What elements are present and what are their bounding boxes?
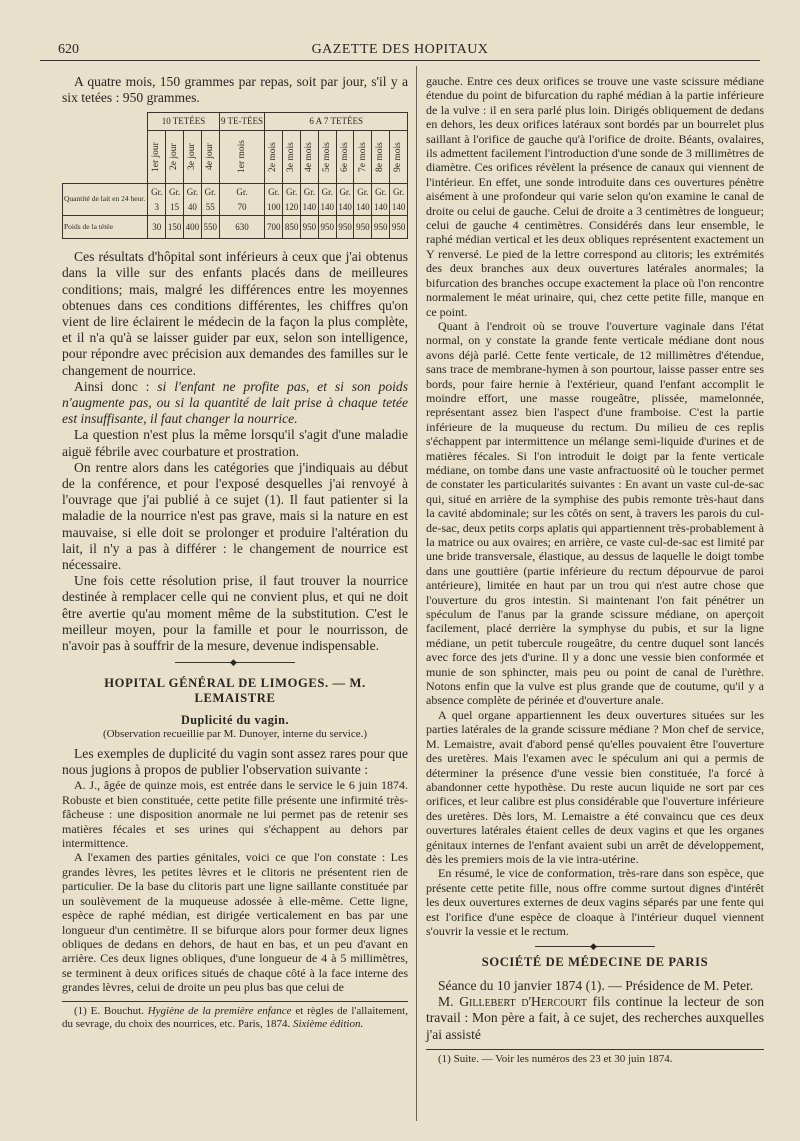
text-run: fils continue la lecteur de son travail : Mon père a fait, à ce sujet, des recherches auxquelles j'ai assisté (426, 994, 764, 1042)
table-cell-unit: Gr. (186, 187, 199, 197)
table-column-header-text: 4e jour (204, 143, 215, 171)
table-cell-unit: Gr. (303, 187, 316, 197)
table-row-label: Poids de la tétée (63, 216, 148, 239)
text-run: et règles de l'allaitement, du sevrage, du choix des nourrices, etc. Paris, 1874. (62, 1004, 408, 1030)
table-column-header (301, 131, 319, 184)
table-cell: 630 (219, 216, 265, 239)
table-column-header-text: 3e jour (187, 143, 198, 171)
table-cell: 950 (318, 216, 336, 239)
left-column (62, 74, 408, 1031)
table-column-header (318, 131, 336, 184)
page-header (40, 38, 760, 61)
table-cell-unit: Gr. (339, 187, 351, 197)
table-column-header (390, 131, 408, 184)
paragraph: Une fois cette résolution prise, il faut trouver la nourrice destinée à remplacer celle qui ne convient plus, et qui ne doit être avertie qu'au moment même de la substitution. C'est le meilleur moyen, pour la famille et pour le nourrisson, de n'avoir pas à souffrir de la mesure, devenue indispensable. (62, 573, 408, 654)
text-run: Ainsi donc : (74, 378, 158, 394)
footnote: (1) Suite. — Voir les numéros des 23 et 30 juin 1874. (438, 1052, 673, 1065)
table-group-10: 10 TETÉES (148, 113, 219, 131)
paragraph: A quel organe appartiennent les deux ouvertures situées sur les parties latérales de la grande scissure médiane ? Mon chef de service, M. Lemaistre, avait d'abord pensé qu'elles pouvaient être l'ouverture des uretères. Mais l'examen avec le spéculum ani qui a permis de déterminer la présence d'une vessie bien constituée, l'a forcé à abandonner cette hypothèse. Du reste aucun liquide ne sort par ces orifices, et leur calibre est plus considérable que l'ouverture inférieure des uretères. Dès lors, M. Lemaistre a été convaincu que ces deux ouvertures latérales étaient celles de deux vagins et que les organes génitaux internes de l'enfant avaient subi un arrêt de développement, dès les premiers mois de la vie intra-utérine. (426, 707, 764, 866)
table-cell-unit: Gr. (357, 187, 369, 197)
table-cell-value: 140 (356, 201, 370, 212)
table-column-header-text: 1er jour (151, 142, 162, 172)
feeding-table (62, 112, 408, 239)
table-column-header (354, 131, 372, 184)
table-cell: 700 (265, 216, 283, 239)
table-cell (265, 184, 283, 216)
table-cell-unit: Gr. (392, 187, 405, 197)
article-subtitle: Duplicité du vagin. (180, 713, 290, 728)
emphasis-text: Sixième édition. (292, 1017, 364, 1030)
emphasis-text: si l'enfant ne profite pas, et si son poids n'augmente pas, ou si la quantité de lait prise à chaque tetée est insuffisante, il faut changer la nourrice. (62, 378, 408, 427)
paragraph: A. J., âgée de quinze mois, est entrée dans le service le 6 juin 1874. Robuste et bien constituée, cette petite fille présente une infirmité très-fâcheuse : une disposition anormale ne lui permet pas de retenir ses matières fécales et ses urines qui s'échappent au dehors par intermittence. (62, 778, 408, 851)
table-cell: 950 (390, 216, 408, 239)
table-cell-value: 120 (284, 201, 299, 212)
paragraph: Quant à l'endroit où se trouve l'ouverture vaginale dans l'état normal, on y constate la grande fente verticale médiane dont nous avons déjà parlé. Cette fente verticale, de 12 millimètres d'étendue, sans trace de membrane-hymen à son pourtour, laisse passer entre ses bords, pour faire hernie à l'extérieur, quand l'enfant accomplit le moindre effort, une masse rougeâtre, plissée, mamelonnée, représentant assez bien l'aspect d'une framboise. C'est la partie inférieure de la muqueuse du rectum. Du milieu de ces replis s'échappent par intermittence un mélange semi-liquide d'urines et de matières fécales. Si l'on introduit le doigt par la fente verticale médiane, on tombe dans une vaste anfractuosité où le toucher permet de constater les particularités suivantes : En avant un vaste cul-de-sac qui, situé en arrière de la symphise des pubis remonte très-haut dans la cavité abdominale; sur les côtés on sent, à travers les parois du cul-de-sac, deux petits corps aplatis qui appartiennent très-probablement à la matrice ou aux ovaires; en arrière, ce vaste cul-de-sac est limité par une bride transversale, élastique, au dessus de laquelle le doigt tombe dans une gouttière (partie inférieure du rectum dépourvue de paroi antérieure), limitée en haut par un trou qui n'est autre chose que l'ouverture du gros intestin. Si maintenant l'on fait pénétrer un spéculum de l'anus par la grande scissure médiane, on aperçoit facilement, placé derrière la symphyse du pubis, et sur la ligne médiane, un petit tubercule rougeâtre, du centre duquel sont lancés avec force des jets d'urine. Il y a donc une vessie bien conformée et munie de son sphincter, mais peu ou point de canal de l'urèthre. Notons enfin que la vulve est plus grande que de coutume, qu'il y a absence complète de périnée et d'ouverture anale. (426, 318, 764, 708)
table-cell (372, 184, 390, 216)
table-cell-value: 3 (154, 201, 160, 212)
paragraph (426, 994, 764, 1043)
column-divider (416, 66, 417, 1121)
table-column-header (201, 131, 219, 184)
table-column-header (184, 131, 202, 184)
table-cell: 550 (201, 216, 219, 239)
table-column-header-text: 2e jour (169, 143, 180, 171)
table-cell-value: 55 (205, 201, 215, 212)
table-cell (336, 184, 354, 216)
table-column-header-text: 1er mois (236, 140, 247, 174)
table-column-header (283, 131, 301, 184)
table-column-header-text: 9e mois (393, 142, 404, 172)
table-row-label: Quantité de lait en 24 heur. (63, 184, 148, 216)
table-cell (301, 184, 319, 216)
table-cell (318, 184, 336, 216)
paragraph: Ces résultats d'hôpital sont inférieurs à ceux que j'ai obtenus dans la ville sur des enfants placés dans de meilleures conditions; mais, malgré les différences entre les moyennes obtenues dans ces conditions différentes, les chiffres qu'on vient de lire éclairent le médecin de la façon la plus complète, et il n'a qu'à se laisser guider par eux, selon son intelligence, pour répondre avec précision aux demandes des familles sur le changement de nourrice. (62, 249, 408, 378)
paragraph: Les exemples de duplicité du vagin sont assez rares pour que nous jugions à propos de publier l'observation suivante : (62, 746, 408, 778)
paragraph: La question n'est plus la même lorsqu'il s'agit d'une maladie aiguë fébrile avec courbature et prostration. (62, 427, 408, 459)
footnote (62, 1005, 408, 1031)
table-row-quantity (63, 184, 408, 216)
table-cell (184, 184, 202, 216)
table-cell-unit: Gr. (268, 187, 280, 197)
table-cell: 950 (354, 216, 372, 239)
table-column-header-text: 5e mois (321, 142, 332, 172)
table-cell-value: 15 (170, 201, 180, 212)
table-cell-value: 140 (373, 201, 388, 212)
table-column-header (219, 131, 265, 184)
table-cell-unit: Gr. (151, 187, 163, 197)
table-cell-value: 100 (267, 201, 281, 212)
intro-paragraph: A quatre mois, 150 grammes par repas, soit par jour, s'il y a six tetées : 950 grammes. (62, 74, 408, 106)
section-title: HOPITAL GÉNÉRAL DE LIMOGES. — M. LEMAISTRE (104, 676, 366, 705)
table-column-header (166, 131, 184, 184)
journal-title: GAZETTE DES HOPITAUX (311, 42, 489, 57)
text-run: (1) E. Bouchut. (74, 1004, 148, 1017)
table-column-header-text: 7e mois (357, 142, 368, 172)
table-corner (63, 113, 148, 184)
table-column-header (372, 131, 390, 184)
table-cell (148, 184, 166, 216)
table-row-weight (63, 216, 408, 239)
table-cell (283, 184, 301, 216)
table-column-header (148, 131, 166, 184)
paragraph: En résumé, le vice de conformation, très-rare dans son espèce, que présente cette petite fille, nous offre comme surtout dignes d'intérêt les deux ouvertures externes de deux vagins séparés par une fente qui est l'orifice d'une espèce de cloaque à l'intérieur duquel viennent s'ouvrir la vessie et le rectum. (426, 866, 764, 938)
table-group-6-7: 6 A 7 TETÉES (265, 113, 408, 131)
paragraph: On rentre alors dans les catégories que j'indiquais au début de la conférence, et pour l'exposé desquelles j'ai renvoyé à l'ouvrage que j'ai publié à ce sujet (1). Il faut patienter si la maladie de la nourrice n'est pas grave, mais si la nature en est mauvaise, si elle doit se prolonger et produire l'altération du lait, il n'y a pas à différer : le changement de nourrice est nécessaire. (62, 459, 408, 573)
table-cell (166, 184, 184, 216)
table-cell-value: 140 (302, 201, 317, 212)
table-cell-value: 70 (237, 201, 247, 212)
table-cell: 30 (148, 216, 166, 239)
page-number: 620 (58, 42, 79, 57)
footnote-rule (62, 1001, 408, 1002)
table-cell: 950 (336, 216, 354, 239)
footnote-rule (426, 1049, 764, 1050)
table-group-9: 9 TE-TÉES (219, 113, 265, 131)
section-separator (175, 662, 295, 663)
emphasis-text: Hygiène de la première enfance (147, 1004, 292, 1017)
table-cell: 400 (184, 216, 202, 239)
table-cell (390, 184, 408, 216)
paragraph: A l'examen des parties génitales, voici ce que l'on constate : Les grandes lèvres, les petites lèvres et le clitoris ne présentent rien de particulier. De la base du clitoris part une ligne saillante constituée par un soulèvement de la muqueuse adossée à elle-même. Cette ligne, espèce de raphé médian, est dirigée verticalement en bas par une longueur d'un centimètre. Il se bifurque alors pour former deux lignes obliques de dedans en dehors, de haut en bas, et un peu d'avant en arrière. Ces deux lignes obliques, d'une longueur de 4 à 5 millimètres, se terminent à deux orifices situés de chaque côté à la face interne des grandes lèvres, celui de droite un peu plus bas que celui de (62, 850, 408, 995)
table-cell: 950 (372, 216, 390, 239)
table-cell-unit: Gr. (375, 187, 387, 197)
table-cell-unit: Gr. (204, 187, 216, 197)
table-cell-value: 140 (320, 201, 334, 212)
observation-note: (Observation recueillie par M. Dunoyer, interne du service.) (102, 728, 368, 741)
table-column-header-text: 3e mois (286, 142, 297, 172)
table-cell: 850 (283, 216, 301, 239)
table-cell-unit: Gr. (236, 187, 248, 197)
table-cell (201, 184, 219, 216)
table-cell: 150 (166, 216, 184, 239)
speaker-name: M. Gillebert d'Hercourt (438, 994, 587, 1010)
paragraph (62, 379, 408, 428)
right-column (426, 74, 764, 1066)
table-column-header-text: 4e mois (304, 142, 315, 172)
paragraph: gauche. Entre ces deux orifices se trouve une vaste scissure médiane étendue du point de bifurcation du raphé médian à la partie inférieure de la vulve : il en sera parlé plus loin. Dirigés obliquement de dedans en dehors, les deux orifices latéraux sont bordés par un bourrelet plus saillant à l'orifice de gauche qu'à l'orifice de droite. Béants, ovalaires, ils admettent facilement l'introduction d'une sonde de 3 millimètres de diamètre. Ces orifices révèlent la présence de canaux qui viennent de l'intérieur. En effet, une sonde introduite dans ces ouvertures pénètre aisément à une profondeur qui varie selon qu'on examine le canal de droite ou celui de gauche. Celui de droite a 3 centimètres de longueur; celui de gauche 4 centimètres. Considérés dans leur ensemble, le raphé médian vertical et les deux obliques représentent exactement un Y renversé. Le pied de la lettre correspond au clitoris; les extrémités des deux branches aux deux ouvertures latérales anormales; la bifurcation des branches occupe exactement la place où l'on rencontre normalement le méat urinaire, qui, chez cette petite fille, manque en ce point. (426, 74, 764, 319)
table-column-header (265, 131, 283, 184)
table-column-header (336, 131, 354, 184)
table-cell (219, 184, 265, 216)
table-cell-unit: Gr. (168, 187, 181, 197)
table-cell-value: 40 (187, 201, 197, 212)
table-column-header-text: 8e mois (375, 142, 386, 172)
section-separator (535, 946, 655, 947)
table-cell-value: 140 (338, 201, 352, 212)
table-cell-unit: Gr. (321, 187, 333, 197)
paragraph: Séance du 10 janvier 1874 (1). — Présidence de M. Peter. (438, 977, 754, 993)
table-cell-value: 140 (391, 201, 406, 212)
table-column-header-text: 2e mois (268, 142, 279, 172)
table-cell (354, 184, 372, 216)
table-cell-unit: Gr. (285, 187, 298, 197)
section-title: SOCIÉTÉ DE MÉDECINE DE PARIS (481, 955, 709, 970)
table-cell: 950 (301, 216, 319, 239)
table-column-header-text: 6e mois (339, 142, 350, 172)
